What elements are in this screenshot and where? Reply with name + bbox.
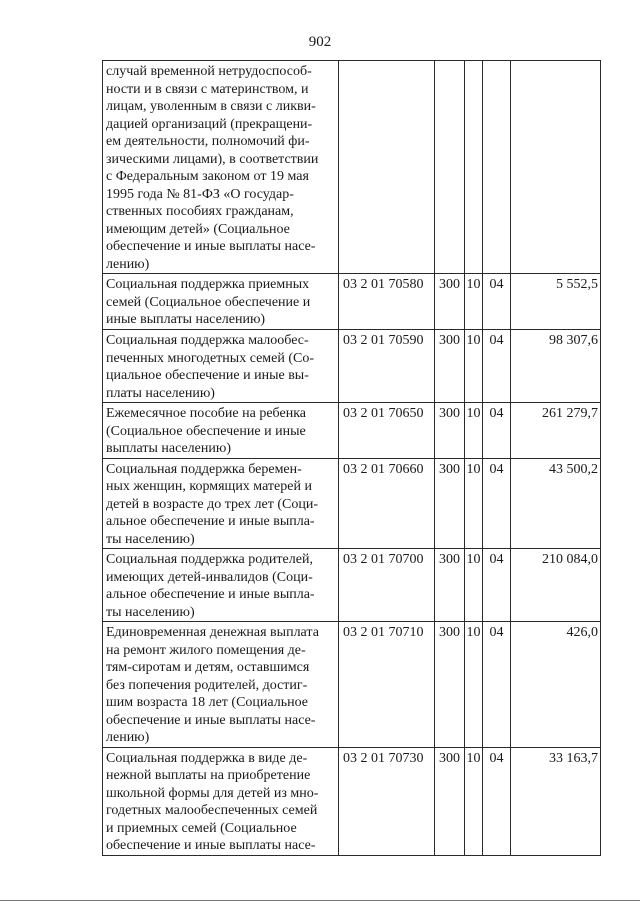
budget-table-body xyxy=(103,61,601,856)
table-row xyxy=(103,274,601,330)
row-description-cell xyxy=(103,61,339,274)
row-sum-cell: 261 279,7 xyxy=(511,403,601,459)
row-vr-cell: 300 xyxy=(435,458,465,549)
table-row xyxy=(103,61,601,274)
row-description: Ежемесячное пособие на ребенка (Социальное обеспечение и иные выплаты населению) xyxy=(106,406,306,456)
row-description: Социальная поддержка малообес- печенных многодетных семей (Со- циальное обеспечение и иные вы- платы населению) xyxy=(106,333,315,401)
row-description-cell xyxy=(103,330,339,403)
row-description-cell xyxy=(103,458,339,549)
row-pr-cell: 04 xyxy=(483,549,511,622)
table-row xyxy=(103,622,601,748)
row-description: Единовременная денежная выплата на ремонт жилого помещения де- тям-сиротам и детям, оставшимся без попечения родителей, достиг- шим возраста 18 лет (Социальное обеспечение и иные выплаты насе- лению) xyxy=(106,625,319,745)
row-description: Социальная поддержка родителей, имеющих детей-инвалидов (Соци- альное обеспечение и иные выпла- ты населению) xyxy=(106,552,315,620)
page-number: 902 xyxy=(308,34,332,50)
row-code-cell: 03 2 01 70650 xyxy=(339,403,435,459)
row-rz-cell xyxy=(465,61,483,274)
row-pr-cell: 04 xyxy=(483,458,511,549)
row-vr-cell: 300 xyxy=(435,549,465,622)
row-pr-cell xyxy=(483,61,511,274)
row-sum-cell: 426,0 xyxy=(511,622,601,748)
row-vr-cell: 300 xyxy=(435,747,465,855)
row-rz-cell: 10 xyxy=(465,622,483,748)
row-pr-cell: 04 xyxy=(483,403,511,459)
row-sum-cell: 43 500,2 xyxy=(511,458,601,549)
budget-table xyxy=(102,60,601,856)
row-pr-cell: 04 xyxy=(483,330,511,403)
row-vr-cell xyxy=(435,61,465,274)
row-pr-cell: 04 xyxy=(483,747,511,855)
row-description: случай временной нетрудоспособ- ности и в связи с материнством, и лицам, уволенным в связи с ликви- дацией организаций (прекращени- ем деятельности, полномочий фи- зическими лицами), в соответствии с Федеральным законом от 19 мая 1995 года № 81-ФЗ «О государ- ственных пособиях гражданам, имеющим детей» (Социальное обеспечение и иные выплаты насе- лению) xyxy=(106,64,319,272)
row-rz-cell: 10 xyxy=(465,403,483,459)
row-rz-cell: 10 xyxy=(465,274,483,330)
row-vr-cell: 300 xyxy=(435,622,465,748)
row-sum-cell: 33 163,7 xyxy=(511,747,601,855)
row-description-cell xyxy=(103,403,339,459)
row-code-cell: 03 2 01 70710 xyxy=(339,622,435,748)
row-rz-cell: 10 xyxy=(465,747,483,855)
table-row xyxy=(103,747,601,855)
row-code-cell: 03 2 01 70660 xyxy=(339,458,435,549)
row-code-cell: 03 2 01 70590 xyxy=(339,330,435,403)
row-code-cell: 03 2 01 70700 xyxy=(339,549,435,622)
table-row xyxy=(103,458,601,549)
table-row xyxy=(103,330,601,403)
row-rz-cell: 10 xyxy=(465,458,483,549)
row-pr-cell: 04 xyxy=(483,274,511,330)
row-vr-cell: 300 xyxy=(435,274,465,330)
row-pr-cell: 04 xyxy=(483,622,511,748)
row-code-cell: 03 2 01 70730 xyxy=(339,747,435,855)
row-sum-cell: 98 307,6 xyxy=(511,330,601,403)
row-description: Социальная поддержка беремен- ных женщин, кормящих матерей и детей в возрасте до трех лет (Соци- альное обеспечение и иные выпла- ты населению) xyxy=(106,461,318,547)
row-vr-cell: 300 xyxy=(435,403,465,459)
table-row xyxy=(103,403,601,459)
row-code-cell: 03 2 01 70580 xyxy=(339,274,435,330)
row-code-cell xyxy=(339,61,435,274)
row-description: Социальная поддержка в виде де- нежной выплаты на приобретение школьной формы для детей из мно- годетных малообеспеченных семей и приемных семей (Социальное обеспечение и иные выплаты насе- xyxy=(106,750,319,853)
row-sum-cell: 210 084,0 xyxy=(511,549,601,622)
row-rz-cell: 10 xyxy=(465,330,483,403)
row-sum-cell: 5 552,5 xyxy=(511,274,601,330)
table-row xyxy=(103,549,601,622)
row-vr-cell: 300 xyxy=(435,330,465,403)
row-sum-cell xyxy=(511,61,601,274)
row-description-cell xyxy=(103,274,339,330)
row-description-cell xyxy=(103,622,339,748)
row-rz-cell: 10 xyxy=(465,549,483,622)
row-description-cell xyxy=(103,747,339,855)
row-description: Социальная поддержка приемных семей (Социальное обеспечение и иные выплаты населению) xyxy=(106,277,311,327)
row-description-cell xyxy=(103,549,339,622)
page-bottom-edge xyxy=(0,900,640,901)
